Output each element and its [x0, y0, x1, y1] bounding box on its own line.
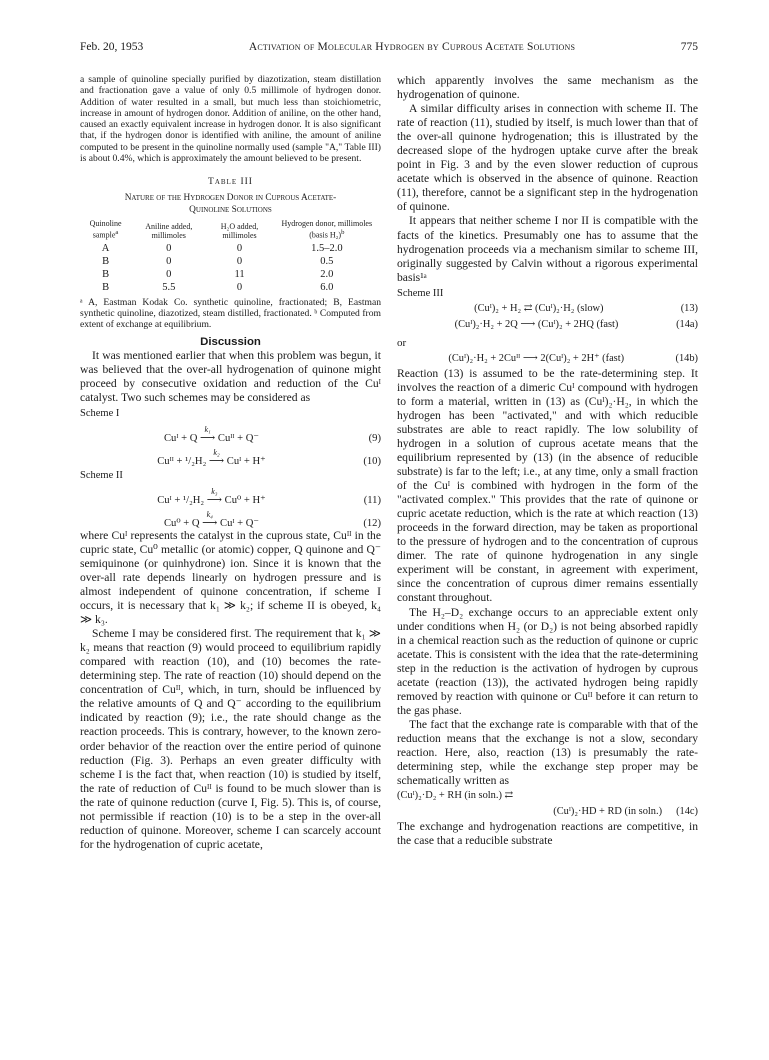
paragraph: The H₂–D₂ exchange occurs to an appreciable extent only under conditions when H₂ (or D₂) is not being absorbed rapidly in a chemical reaction such as the reduction of quinone or cupric acetate. This is consistent with the idea that the rate-determining step in the reduction is the activation of hydrogen by cuprous acetate (reaction (13)), the activated hydrogen being rapidly removed by reaction with quinone or Cuᴵᴵ before it can return to the gas phase.	[397, 605, 698, 717]
equation-left: Cuᴵ + ¹/₂H₂	[157, 494, 205, 506]
table-cell: 0	[236, 243, 243, 255]
rate-constant: k₂	[213, 447, 220, 457]
header-date: Feb. 20, 1953	[80, 41, 144, 53]
equation-left: Cu⁰ + Q	[163, 517, 200, 529]
equation-right: (Cuᴵ)₂ + 2HQ (fast)	[537, 318, 619, 330]
rate-arrow: k₃ ⟶	[206, 486, 222, 506]
scheme-label: Scheme II	[80, 469, 123, 481]
equation-14a	[397, 317, 698, 333]
rate-constant: k₃	[211, 486, 218, 496]
table-cell: 0.5	[320, 256, 334, 268]
scheme-label: Scheme III	[397, 287, 444, 299]
equation-14c	[397, 788, 698, 820]
paragraph: It appears that neither scheme I nor II is compatible with the facts of the kinetics. Presumably one has to assume that the hydrogenation proceeds via a mechanism similar to scheme III, originally suggested by Calvin without a rigorous experimental basis¹ᵃ	[397, 214, 698, 284]
equilibrium-arrow: ⇄	[523, 302, 533, 314]
equation-number: (13)	[680, 302, 698, 314]
table-caption-line-2: Quinoline Solutions	[189, 205, 272, 216]
table-cell: 5.5	[162, 282, 176, 294]
equation-right: (Cuᴵ)₂·H₂ (slow)	[535, 302, 604, 314]
rate-arrow: k₁ ⟶	[200, 424, 216, 444]
equation-9	[80, 421, 381, 444]
equation-line: (Cuᴵ)₂·D₂ + RH (in soln.) ⇄	[397, 790, 514, 802]
header-title: Activation of Molecular Hydrogen by Cuprous Acetate Solutions	[248, 41, 576, 53]
equation-left: (Cuᴵ)₂ + H₂	[474, 302, 522, 314]
rate-arrow: k₂ ⟶	[208, 447, 225, 467]
table-caption	[80, 192, 381, 216]
equation-right: Cuᴵ + Q⁻	[220, 517, 260, 529]
equation-13	[397, 301, 698, 317]
equation-number: (12)	[363, 517, 381, 529]
column-header: H₂O added, millimoles	[220, 222, 259, 241]
paragraph: It was mentioned earlier that when this problem was begun, it was believed that the over-all hydrogenation of quinone might proceed by consecutive oxidation and reduction of the Cuᴵ catalyst. Two such schemes may be considered as	[80, 348, 381, 404]
table-cell: 0	[166, 256, 172, 268]
rate-constant: k₁	[204, 424, 211, 434]
table-cell: 2.0	[320, 269, 334, 281]
paragraph: where Cuᴵ represents the catalyst in the cuprous state, Cuᴵᴵ in the cupric state, Cu⁰ metallic (or atomic) copper, Q quinone and Q⁻ semiquinone (or quinhydrone) ion. Since it is known that the over-all rate depends linearly on hydrogen pressure and is almost independent of quinone concentration, if scheme I occurs, it is necessary that k₁ ≫ k₂; if scheme II is obeyed, k₄ ≫ k₃.	[80, 528, 381, 627]
reaction-arrow: ⟶	[522, 352, 538, 364]
equation-left: Cuᴵᴵ + ¹/₂H₂	[157, 455, 207, 467]
table-footnote: ᵃ A, Eastman Kodak Co. synthetic quinoline, fractionated; B, Eastman synthetic quinoline, diazotized, steam distilled, fractionated. ᵇ Computed from extent of exchange at equilibrium.	[80, 297, 381, 331]
table-cell: 0	[166, 243, 172, 255]
equation-number: (11)	[363, 494, 381, 506]
rate-constant: k₄	[206, 509, 213, 519]
table-header-row	[80, 219, 381, 242]
equation-number: (9)	[368, 432, 381, 444]
equation-number: (10)	[363, 455, 381, 467]
scheme-label: Scheme I	[80, 407, 120, 419]
table-cell: B	[102, 282, 110, 294]
table-cell: B	[102, 256, 110, 268]
paragraph: The fact that the exchange rate is comparable with that of the reduction means that the exchange is not a slow, secondary reaction. Here, also, reaction (13) is presumably the rate-determining step, while the exchange step proper may be schematically written as	[397, 717, 698, 788]
table-row	[80, 242, 381, 255]
equation-left: (Cuᴵ)₂·H₂ + 2Cuᴵᴵ	[448, 352, 521, 364]
equation-right: 2(Cuᴵ)₂ + 2H⁺ (fast)	[540, 352, 625, 364]
equation-number: (14c)	[676, 806, 698, 818]
equation-14b	[397, 351, 698, 367]
table-cell: 0	[236, 282, 243, 294]
table-cell: 1.5–2.0	[311, 243, 343, 255]
page-number: 775	[680, 41, 698, 53]
column-header: Quinoline sample$^a$	[89, 219, 122, 241]
rate-arrow: k₄ ⟶	[202, 509, 218, 529]
equation-line: (Cuᴵ)₂·HD + RD (in soln.)	[553, 806, 663, 818]
equation-number: (14b)	[675, 352, 698, 364]
right-column	[397, 74, 698, 848]
section-heading: Discussion	[200, 335, 261, 348]
table-cell: 0	[166, 269, 172, 281]
table-row	[80, 255, 381, 268]
equation-left: Cuᴵ + Q	[163, 432, 198, 444]
left-column	[80, 74, 381, 852]
equation-12	[80, 506, 381, 529]
table-cell: A	[101, 243, 110, 255]
running-header	[80, 41, 698, 57]
paragraph: Scheme I may be considered first. The requirement that k₁ ≫ k₂ means that reaction (9) would proceed to equilibrium rapidly compared with reaction (10), and (10) becomes the rate-determining step. The rate of reaction (10) should depend on the concentration of Cuᴵᴵ, which, in turn, should be influenced by the relative amounts of Q and Q⁻ according to the equilibrium indicated by reaction (9); i.e., the rate should change as the reaction proceeds. This is contrary, however, to the known zero-order behavior of the reaction over the entire period of quinone reduction (Fig. 3). Perhaps an even greater difficulty with scheme I is the fact that, when reaction (10) is studied by itself, the rate of reduction of Cuᴵᴵ is found to be much slower than is the rate of quinone reduction (curve I, Fig. 5). This is, of course, not permissible if reaction (10) is to be a step in the over-all reduction of quinone. Moreover, scheme I can scarcely account for the hydrogenation of cupric acetate,	[80, 627, 381, 851]
column-header: Aniline added, millimoles	[145, 222, 193, 241]
or-label: or	[397, 336, 407, 349]
paragraph: A similar difficulty arises in connection with scheme II. The rate of reaction (11), studied by itself, is much lower than that of the over-all quinone hydrogenation; this is illustrated by the decreased slope of the hydrogen uptake curve after the break point in Fig. 3 and by the even slower reduction of cuprous acetate which is observed in the absence of quinone. Reaction (11), therefore, cannot be a significant step in the hydrogenation of quinone.	[397, 102, 698, 214]
equation-number: (14a)	[676, 318, 698, 330]
column-header: Hydrogen donor, millimoles (basis H₂)$^b$	[281, 219, 373, 241]
equation-11	[80, 483, 381, 506]
paragraph: The exchange and hydrogenation reactions are competitive, in the case that a reducible substrate	[397, 820, 698, 848]
table-row	[80, 281, 381, 294]
table-cell: 0	[236, 256, 243, 268]
data-table	[80, 219, 381, 294]
table-cell: B	[102, 269, 110, 281]
paragraph: which apparently involves the same mechanism as the hydrogenation of quinone.	[397, 74, 698, 102]
equation-right: Cu⁰ + H⁺	[224, 494, 266, 506]
equation-10	[80, 444, 381, 467]
paragraph: Reaction (13) is assumed to be the rate-determining step. It involves the reaction of a dimeric Cuᴵ compound with hydrogen to form a material, written in (13) as (Cuᴵ)₂·H₂, in which the hydrogen has been "activated," and with which reducible substrates are able to react rapidly. The low solubility of hydrogen in a solution of cuprous acetate means that the equilibrium represented by (13) (in the absence of reducible substrate) is far to the left; i.e., at any time, only a small fraction of the Cuᴵ is combined with hydrogen in the form of the "activated complex." This provides that the rate of quinone or cupric acetate reduction, which is the rate at which reaction (13) proceeds in the forward direction, may be taken as proportional to the pressure of hydrogen and to the concentration of cuprous dimer. The rate of quinone hydrogenation in any single experiment will be constant, in agreement with experiment, since the concentration of cuprous dimer remains essentially constant throughout.	[397, 366, 698, 605]
equation-right: Cuᴵᴵ + Q⁻	[217, 432, 259, 444]
reaction-arrow: ⟶	[520, 318, 536, 330]
table-caption-line-1: Nature of the Hydrogen Donor in Cuprous Acetate-	[124, 193, 337, 204]
table-title: Table III	[208, 177, 253, 188]
table-cell: 11	[234, 269, 245, 281]
intro-paragraph: a sample of quinoline specially purified by diazotization, steam distillation and fractionation gave a value of only 0.5 millimole of hydrogen donor. Addition of water resulted in a small, but much less than stoichiometric, increase in amount of hydrogen donor. Addition of aniline, on the other hand, caused an exactly equivalent increase in hydrogen donor. It is also significant that, if the hydrogen donor is identified with aniline, the amount of aniline computed to be present in the quinoline normally used (sample "A," Table III) is about 0.4%, which is approximately the amount believed to be present.	[80, 74, 381, 165]
equation-right: Cuᴵ + H⁺	[226, 455, 266, 467]
table-cell: 6.0	[320, 282, 334, 294]
equation-left: (Cuᴵ)₂·H₂ + 2Q	[454, 318, 518, 330]
table-row	[80, 268, 381, 281]
